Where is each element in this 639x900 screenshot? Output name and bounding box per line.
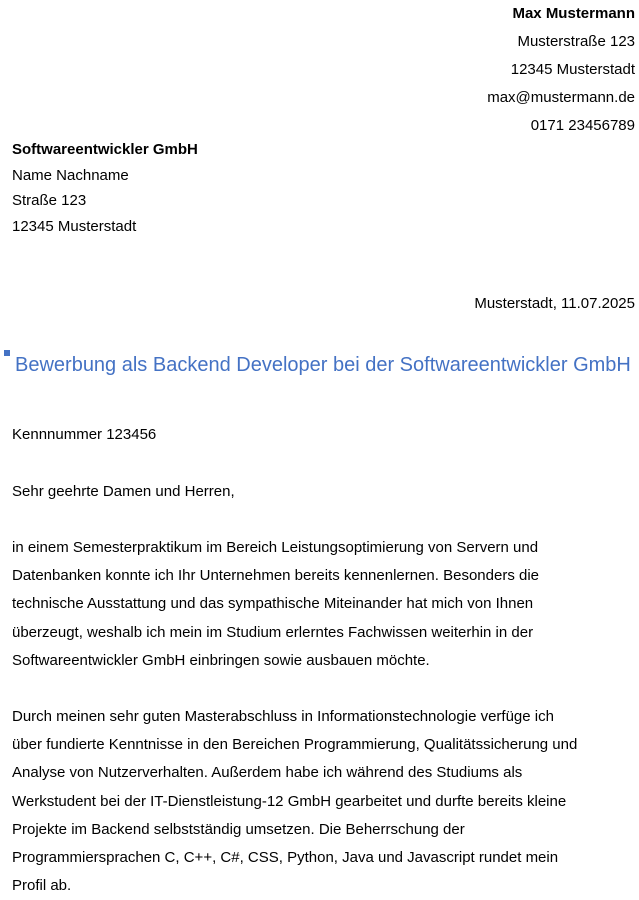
sender-block — [487, 0, 635, 140]
paragraph-line: über fundierte Kenntnisse in den Bereichen Programmierung, Qualitätssicherung und — [12, 736, 578, 754]
paragraph-line: Datenbanken konnte ich Ihr Unternehmen bereits kennenlernen. Besonders die — [12, 567, 540, 585]
sender-email: max@mustermann.de — [487, 89, 635, 106]
salutation: Sehr geehrte Damen und Herren, — [12, 483, 235, 500]
body-paragraph — [12, 703, 637, 900]
paragraph-line: technische Ausstattung und das sympathische Miteinander hat mich von Ihnen — [12, 595, 534, 613]
body-paragraph — [12, 534, 637, 675]
paragraph-line: Durch meinen sehr guten Masterabschluss in Informationstechnologie verfüge ich — [12, 708, 554, 725]
subject-heading: Bewerbung als Backend Developer bei der Softwareentwickler GmbH — [15, 354, 631, 376]
sender-city: 12345 Musterstadt — [510, 61, 635, 78]
sender-name: Max Mustermann — [512, 5, 635, 22]
recipient-company: Softwareentwickler GmbH — [12, 141, 198, 158]
sender-phone: 0171 23456789 — [530, 117, 635, 134]
recipient-street: Straße 123 — [12, 192, 87, 209]
paragraph-line: Profil ab. — [12, 877, 72, 895]
recipient-block — [12, 137, 198, 239]
letter-date: Musterstadt, 11.07.2025 — [474, 295, 635, 312]
recipient-city: 12345 Musterstadt — [12, 217, 137, 235]
paragraph-line: Werkstudent bei der IT-Dienstleistung-12 GmbH gearbeitet und durfte bereits kleine — [12, 792, 567, 810]
paragraph-line: Projekte im Backend selbstständig umsetzen. Die Beherrschung der — [12, 820, 465, 838]
paragraph-line: Softwareentwickler GmbH einbringen sowie ausbauen möchte. — [12, 651, 430, 669]
paragraph-line: Programmiersprachen C, C++, C#, CSS, Python, Java und Javascript rundet mein — [12, 849, 559, 867]
sender-street: Musterstraße 123 — [517, 33, 635, 50]
reference-number: Kennnummer 123456 — [12, 426, 157, 443]
paragraph-line: Analyse von Nutzerverhalten. Außerdem habe ich während des Studiums als — [12, 764, 523, 782]
paragraph-line: überzeugt, weshalb ich mein im Studium erlerntes Fachwissen weiterhin in der — [12, 623, 534, 641]
paragraph-line: in einem Semesterpraktikum im Bereich Leistungsoptimierung von Servern und — [12, 539, 539, 556]
recipient-contact: Name Nachname — [12, 166, 129, 184]
